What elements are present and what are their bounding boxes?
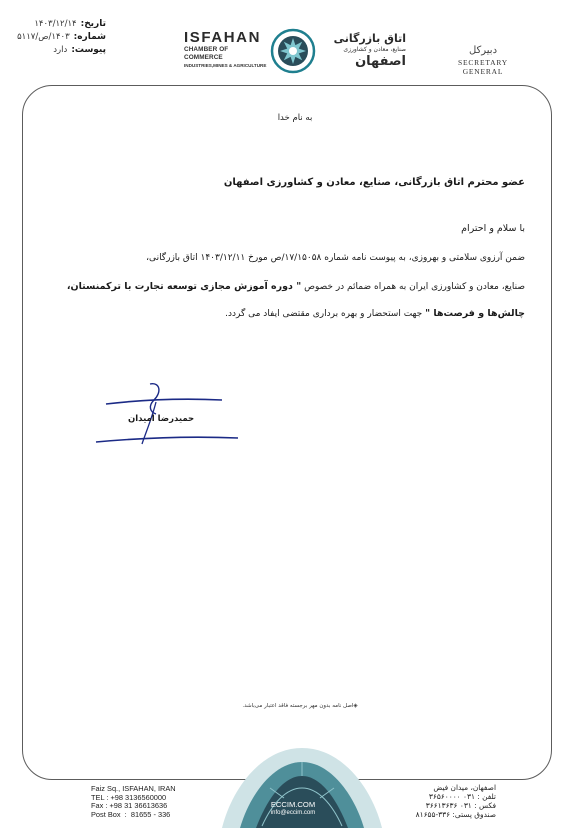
- logo-persian: [318, 32, 406, 69]
- chamber-logo: [184, 28, 406, 76]
- logo-en-line2: INDUSTRIES,MINES & AGRICULTURE: [184, 63, 267, 68]
- footer-en-tel: TEL : +98 3136560000: [91, 792, 167, 802]
- logo-fa-line3: اصفهان: [355, 54, 406, 69]
- bismillah: به نام خدا: [277, 113, 313, 123]
- footer-contact-web: [262, 801, 324, 817]
- body-line-3-normal: جهت استحضار و بهره برداری مقتضی ایفاد می گردد.: [225, 309, 423, 319]
- secretary-en: SECRETARY GENERAL: [458, 58, 508, 76]
- body-line-3: [225, 308, 525, 319]
- footer-english-contact: [91, 785, 176, 819]
- secretary-fa: دبیرکل: [468, 45, 498, 56]
- chamber-emblem-icon: [270, 28, 316, 74]
- footer-en-address: Faiz Sq., ISFAHAN, IRAN: [91, 784, 176, 793]
- attachment-row: [10, 44, 106, 57]
- secretary-general-title: [438, 44, 528, 76]
- number-row: [10, 31, 106, 44]
- email[interactable]: info@eccim.com: [270, 810, 316, 816]
- attachment-value: دارد: [53, 45, 68, 55]
- footer-en-pobox: Post Box : 81655 - 336: [91, 809, 171, 819]
- footer-persian-contact: [404, 783, 496, 819]
- date-value: ۱۴۰۳/۱۲/۱۴: [34, 19, 77, 29]
- body-line-2: [67, 281, 525, 292]
- signatory-name: حمیدرضا امیدان: [128, 414, 195, 424]
- logo-en-name: ISFAHAN: [184, 29, 262, 46]
- letter-meta: [10, 18, 106, 57]
- course-title-part-2: چالش‌ها و فرصت‌ها ": [425, 308, 525, 319]
- date-label: تاریخ:: [80, 19, 106, 29]
- course-title-part-1: " دوره آموزش مجازی توسعه تجارت با ترکمنستان،: [66, 281, 302, 292]
- footer-fa-pobox: صندوق پستی: ۳۳۶-۸۱۶۵۵: [415, 810, 496, 819]
- date-row: [10, 18, 106, 31]
- number-label: شماره:: [73, 32, 106, 42]
- greeting: با سلام و احترام: [461, 223, 525, 234]
- logo-fa-line2: صنایع، معادن و کشاورزی: [343, 46, 406, 53]
- website[interactable]: ECCIM.COM: [270, 800, 316, 809]
- logo-en-line1: CHAMBER OF COMMERCE: [184, 46, 229, 61]
- number-value: ۱۴۰۳/ص/۵۱۱۷: [17, 32, 70, 42]
- body-line-2-normal: صنایع، معادن و کشاورزی ایران به همراه ضمائم در خصوص: [304, 282, 525, 292]
- attachment-label: پیوست:: [71, 45, 106, 55]
- logo-english: [184, 30, 268, 69]
- footer-fa-address: اصفهان، میدان فیض: [433, 783, 496, 792]
- addressee: عضو محترم اتاق بازرگانی، صنایع، معادن و کشاورزی اصفهان: [223, 177, 525, 188]
- validity-footnote: ◈اصل نامه بدون مهر برجسته فاقد اعتبار می‌باشد.: [242, 703, 358, 709]
- footer-fa-fax: فکس : ۰۳۱ ۳۶۶۱۳۶۳۶: [425, 801, 496, 810]
- logo-fa-line1: اتاق بازرگانی: [333, 32, 406, 45]
- body-line-1: ضمن آرزوی سلامتی و بهروزی، به پیوست نامه شماره ۱۷/۱۵۰۵۸/ص مورخ ۱۴۰۳/۱۲/۱۱ اتاق بازرگانی،: [146, 253, 525, 263]
- footer-en-fax: Fax : +98 31 36613636: [91, 801, 168, 811]
- footer-fa-tel: تلفن : ۰۳۱ ۳۶۵۶۰۰۰۰: [428, 792, 496, 801]
